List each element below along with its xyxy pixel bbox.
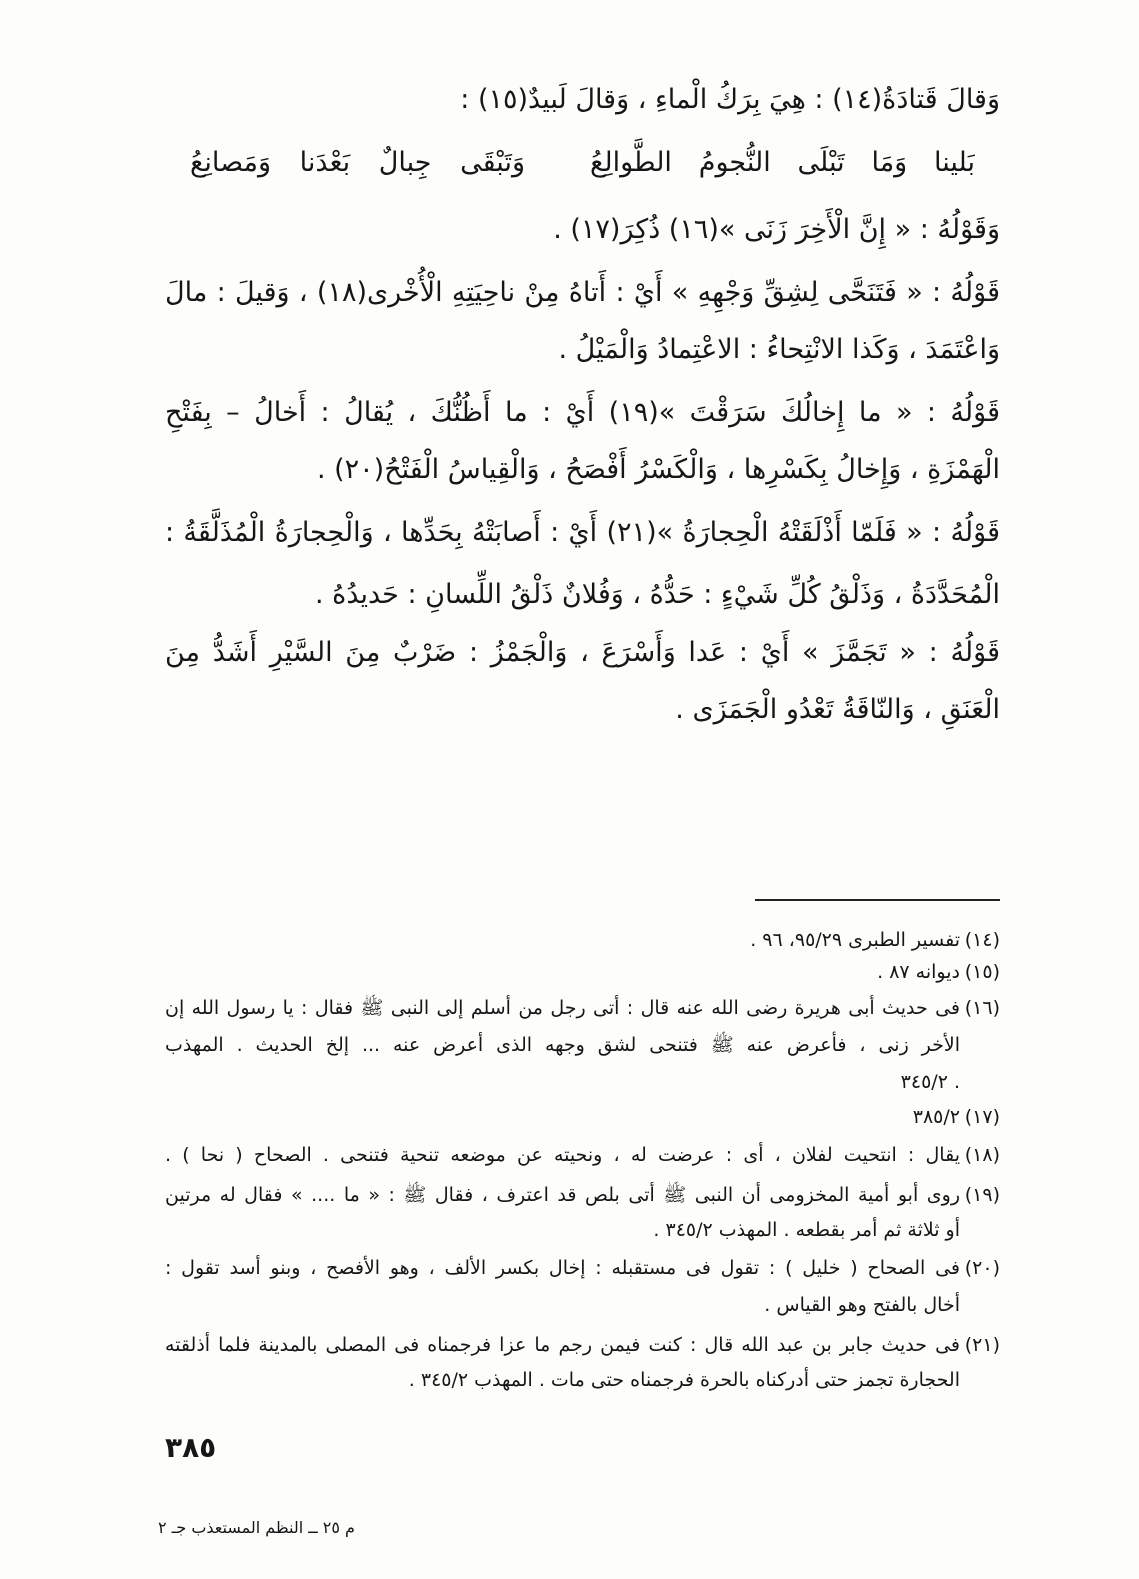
footnote-number: (١٤) bbox=[964, 929, 1000, 951]
footnote-line: تفسير الطبرى ٩٥/٢٩، ٩٦ . bbox=[750, 929, 960, 951]
body-line: قَوْلُهُ : « فَتَنَحَّى لِشِقِّ وَجْهِهِ » أَيْ : أَتاهُ مِنْ ناحِيَتِهِ الْأُخْرى(١٨) ، وَقيلَ : مالَ bbox=[165, 277, 1000, 308]
footnote-line: الحجارة تجمز حتى أدركناه بالحرة فرجمناه حتى مات . المهذب ٣٤٥/٢ . bbox=[408, 1369, 960, 1391]
footnote-line: ٣٤٥/٢ . bbox=[900, 1071, 960, 1093]
footnote-number: (١٥) bbox=[964, 961, 1000, 983]
footnote-line: الأخر زنى ، فأعرض عنه ﷺ فتنحى لشق وجهه الذى أعرض عنه ... إلخ الحديث . المهذب bbox=[165, 1034, 960, 1056]
verse-hemistich-second: وَتَبْقَى جِبالٌ بَعْدَنا وَمَصانِعُ bbox=[190, 147, 525, 178]
body-line: الْهَمْزَةِ ، وَإِخالُ بِكَسْرِها ، وَالْكَسْرُ أَفْصَحُ ، وَالْقِياسُ الْفَتْحُ(٢٠) . bbox=[316, 454, 1000, 485]
footnote-number: (٢١) bbox=[964, 1334, 1000, 1356]
footnote-line: أو ثلاثة ثم أمر بقطعه . المهذب ٣٤٥/٢ . bbox=[653, 1219, 960, 1241]
page-number: ٣٨٥ bbox=[165, 1431, 217, 1464]
footnote-number: (١٨) bbox=[964, 1144, 1000, 1166]
footnote-line: يقال : انتحيت لفلان ، أى : عرضت له ، ونحيته عن موضعه تنحية فتنحى . الصحاح ( نحا ) . bbox=[165, 1144, 960, 1166]
footnote-line: أخال بالفتح وهو القياس . bbox=[764, 1294, 960, 1316]
footnote-separator bbox=[755, 899, 1000, 901]
body-line: وَاعْتَمَدَ ، وَكَذا الانْتِحاءُ : الاعْتِمادُ وَالْمَيْلُ . bbox=[558, 334, 1000, 365]
body-line: الْعَنَقِ ، وَالنّاقَةُ تَعْدُو الْجَمَزَى . bbox=[675, 694, 1000, 725]
verse-hemistich-first: بَلينا وَمَا تَبْلَى النُّجومُ الطَّوالِعُ bbox=[590, 147, 975, 178]
body-line: قَوْلُهُ : « ما إِخالُكَ سَرَقْتَ »(١٩) أَيْ : ما أَظُنُّكَ ، يُقالُ : أَخالُ – بِفَتْحِ bbox=[165, 397, 1000, 428]
footnote-line: فى حديث جابر بن عبد الله قال : كنت فيمن رجم ما عزا فرجمناه فى المصلى بالمدينة فلما أذلقته bbox=[165, 1334, 960, 1356]
footnote-number: (١٩) bbox=[964, 1184, 1000, 1206]
body-line: وَقَوْلُهُ : « إِنَّ الْأَخِرَ زَنَى »(١٦) ذُكِرَ(١٧) . bbox=[553, 214, 1000, 245]
footnote-line: فى حديث أبى هريرة رضى الله عنه قال : أتى رجل من أسلم إلى النبى ﷺ فقال : يا رسول الله إن bbox=[165, 997, 960, 1019]
footnote-line: ٣٨٥/٢ bbox=[912, 1106, 960, 1128]
footnote-number: (٢٠) bbox=[964, 1257, 1000, 1279]
body-line: قَوْلُهُ : « تَجَمَّزَ » أَيْ : عَدا وَأَسْرَعَ ، وَالْجَمْزُ : ضَرْبٌ مِنَ السَّيْرِ أَشَدُّ مِنَ bbox=[165, 637, 1000, 668]
body-line: قَوْلُهُ : « فَلَمّا أَذْلَقَتْهُ الْحِجارَةُ »(٢١) أَيْ : أَصابَتْهُ بِحَدِّها ، وَالْحِجارَةُ الْمُذَلَّقَةُ : bbox=[165, 517, 1000, 548]
footnote-line: ديوانه ٨٧ . bbox=[877, 961, 960, 983]
footnote-line: روى أبو أمية المخزومى أن النبى ﷺ أتى بلص قد اعترف ، فقال ﷺ : « ما .... » فقال له مرتين bbox=[165, 1184, 960, 1206]
signature-mark: م ٢٥ ــ النظم المستعذب جـ ٢ bbox=[158, 1518, 355, 1537]
footnote-number: (١٧) bbox=[964, 1106, 1000, 1128]
body-line: الْمُحَدَّدَةُ ، وَذَلْقُ كُلِّ شَيْءٍ : حَدُّهُ ، وَفُلانٌ ذَلْقُ اللِّسانِ : حَديدُهُ . bbox=[315, 579, 1000, 610]
footnote-line: فى الصحاح ( خليل ) : تقول فى مستقبله : إخال بكسر الألف ، وهو الأفصح ، وبنو أسد تقول : bbox=[165, 1257, 960, 1279]
body-line: وَقالَ قَتادَةُ(١٤) : هِيَ بِرَكُ الْماءِ ، وَقالَ لَبيدٌ(١٥) : bbox=[460, 84, 1000, 115]
footnote-number: (١٦) bbox=[964, 997, 1000, 1019]
